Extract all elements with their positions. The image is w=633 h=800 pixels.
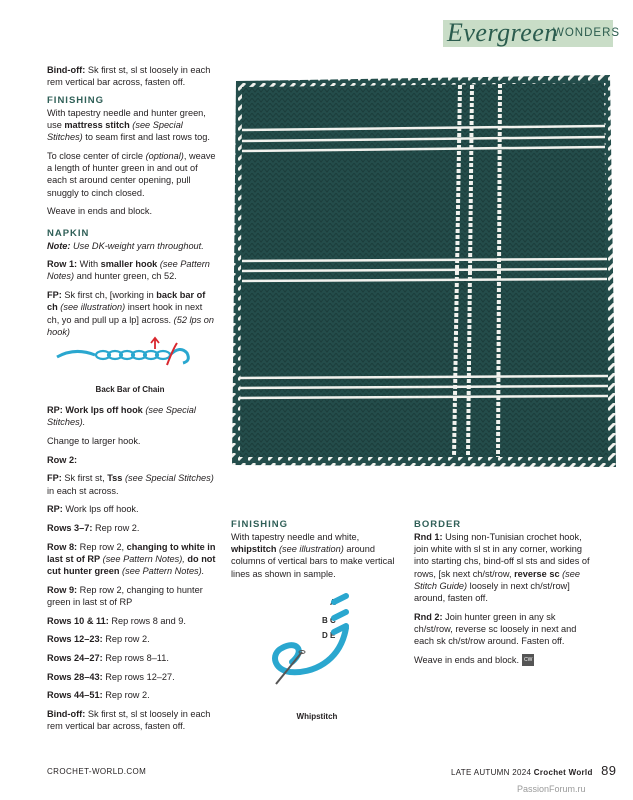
whip-label-e: E [330,631,336,640]
page-number: 89 [601,763,617,778]
finishing-paragraph-1: With tapestry needle and hunter green, use mattress stitch (see Special Stitches) to seam first and last rows tog. [47,107,210,143]
middle-finishing-heading: FINISHING [231,519,289,530]
footer-website: CROCHET-WORLD.COM [47,767,147,776]
left-column [47,64,217,344]
rows12-23-paragraph: Rows 12–23: Rep row 2. [47,634,150,645]
row2-fp-paragraph: FP: Sk first st, Tss (see Special Stitches) in each st across. [47,473,214,496]
change-hook-paragraph: Change to larger hook. [47,435,141,446]
rnd2-paragraph: Rnd 2: Join hunter green in any sk ch/st/row, reverse sc loosely in next and each sk ch/st/row around. Fasten off. [414,611,577,647]
row8-paragraph: Row 8: Rep row 2, changing to white in last st of RP (see Pattern Notes), do not cut hunter green (see Pattern Notes). [47,541,216,577]
footer-right [451,763,616,778]
napkin-photo [228,73,620,473]
row1-paragraph: Row 1: With smaller hook (see Pattern Notes) and hunter green, ch 52. [47,259,210,282]
weave-paragraph: Weave in ends and block. CW [414,654,533,665]
bindoff-paragraph: Bind-off: Sk first st, sl st loosely in each rem vertical bar across, fasten off. [47,65,211,88]
finishing-heading: FINISHING [47,94,105,106]
bindoff2-paragraph: Bind-off: Sk first st, sl st loosely in each rem vertical bar across, fasten off. [47,709,211,732]
middle-finishing-paragraph: With tapestry needle and white, whipstitch (see illustration) around columns of vertical bars to make vertical lines as shown in sample. [231,532,395,579]
fp-paragraph: FP: Sk first ch, [working in back bar of ch (see illustration) insert hook in next ch, yo and pull up a lp] across. (52 lps on hook) [47,290,215,337]
whip-label-c: C [330,616,336,625]
rows3-7-paragraph: Rows 3–7: Rep row 2. [47,522,140,533]
rp-paragraph: RP: Work lps off hook (see Special Stitches). [47,405,196,428]
finishing-paragraph-3: Weave in ends and block. [47,206,153,217]
whipstitch-caption: Whipstitch [296,712,338,721]
whipstitch-illustration [262,592,372,702]
napkin-heading: NAPKIN [47,227,90,239]
right-column [414,519,592,673]
border-heading: BORDER [414,519,462,530]
footer-issue: LATE AUTUMN 2024 [451,768,532,777]
header-script-title: Evergreen [447,18,558,47]
napkin-note: Note: Use DK-weight yarn throughout. [47,240,204,251]
rows10-11-paragraph: Rows 10 & 11: Rep rows 8 and 9. [47,615,186,626]
whip-label-d: D [322,631,328,640]
rows44-51-paragraph: Rows 44–51: Rep row 2. [47,690,150,701]
header-banner [443,18,621,47]
cw-end-badge: CW [522,654,534,666]
back-bar-chain-illustration [55,335,205,375]
footer-magazine: Crochet World [533,768,593,777]
middle-column [231,519,401,586]
row2-paragraph: Row 2: [47,454,78,465]
row9-paragraph: Row 9: Rep row 2, changing to hunter green in last st of RP [47,584,203,607]
whip-label-b: B [322,616,328,625]
left-column-lower [47,404,217,739]
finishing-paragraph-2: To close center of circle (optional), weave a length of hunter green in and out of each st around center opening, pull snuggly to cinch closed. [47,151,216,198]
whip-label-a: A [330,598,336,607]
watermark: PassionForum.ru [517,784,586,794]
rows28-43-paragraph: Rows 28–43: Rep rows 12–27. [47,671,175,682]
rows24-27-paragraph: Rows 24–27: Rep rows 8–11. [47,653,169,664]
rnd1-paragraph: Rnd 1: Using non-Tunisian crochet hook, join white with sl st in any corner, working into starting chs, bind-off sl sts and sides of rows, [sk next ch/st/row, reverse sc (see Stitch Guide) loosely in next ch/st/row] around, fasten off. [414,532,590,604]
chain-caption: Back Bar of Chain [95,385,165,394]
row2-rp-paragraph: RP: Work lps off hook. [47,504,139,515]
header-caps-title: WONDERS [553,27,621,39]
